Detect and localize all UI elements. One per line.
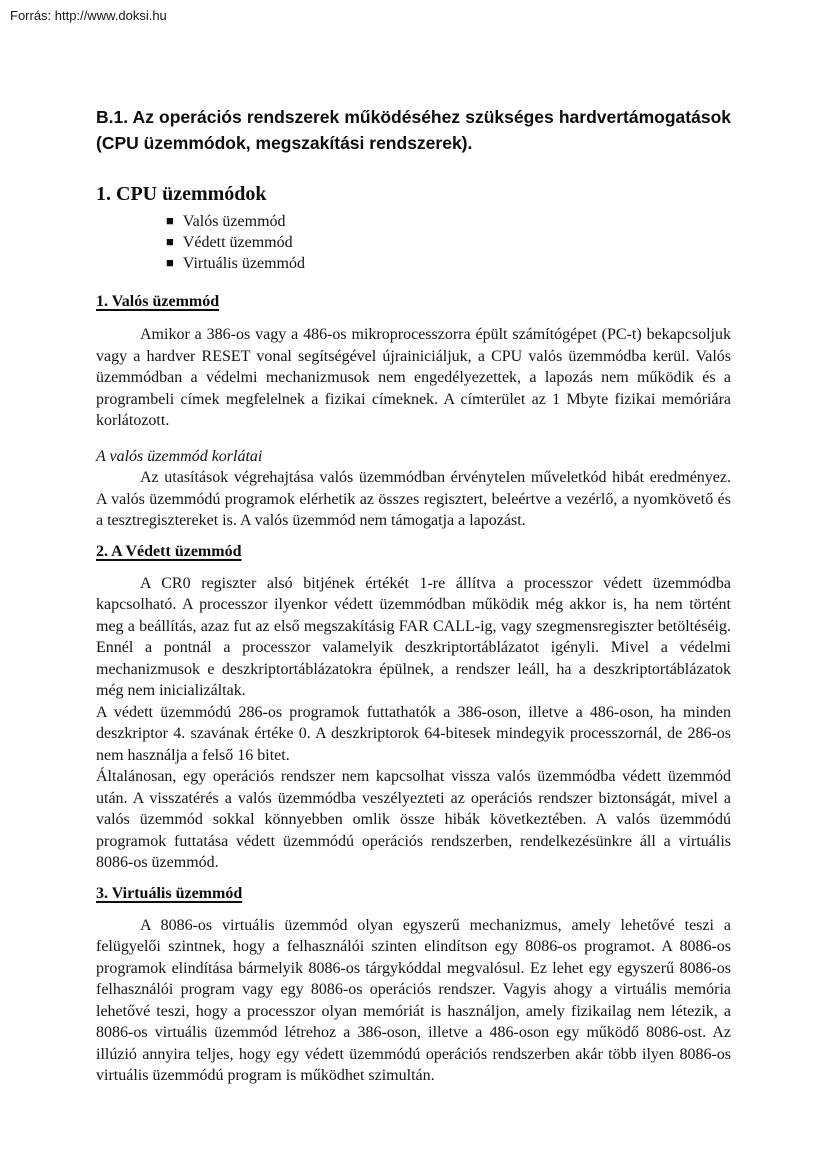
subheading-real-mode-limits: A valós üzemmód korlátai bbox=[96, 447, 263, 465]
list-item-label: Virtuális üzemmód bbox=[182, 255, 305, 272]
paragraph-virtual-mode: A 8086-os virtuális üzemmód olyan egyszerű mechanizmus, amely lehetővé teszi a felügyelői szintnek, hogy a felhasználói szinten elindítson egy 8086-os programot. A 8086-os programok elindítása bármelyik 8086-os tárgykóddal megvalósul. Ez lehet egy egyszerű 8086-os felhasználói program vagy egy 8086-os operációs rendszer. Vagyis ahogy a virtuális memória lehetővé teszi, hogy a processzor olyan memóriát is használjon, amely fizikailag nem létezik, a 8086-os virtuális üzemmód létrehoz a 386-oson, illetve a 486-oson egy működő 8086-ost. Az illúzió annyira teljes, hogy egy védett üzemmódú operációs rendszerben akár több ilyen 8086-os virtuális üzemmódú program is működhet szimultán. bbox=[96, 916, 731, 1084]
paragraph-protected-mode-return: Általánosan, egy operációs rendszer nem kapcsolhat vissza valós üzemmódba védett üzemmód után. A visszatérés a valós üzemmódba veszélyezteti az operációs rendszer biztonságát, mivel a valós üzemmód sokkal könnyebben omlik össze hibák következtében. A valós üzemmódú programok futtatása védett üzemmódú operációs rendszerben, rendelkezésünkre áll a virtuális 8086-os üzemmód. bbox=[96, 768, 731, 871]
list-item bbox=[96, 253, 731, 274]
paragraph-real-mode-intro: Amikor a 386-os vagy a 486-os mikroprocesszorra épült számítógépet (PC-t) bekapcsoljuk vagy a hardver RESET vonal segítségével újrainiciáljuk, a CPU valós üzemmódba kerül. Valós üzemmódban a védelmi mechanizmusok nem engedélyezettek, a lapozás nem működik és a programbeli címek megfelelnek a fizikai címeknek. A címterület az 1 Mbyte fizikai memóriára korlátozott. bbox=[96, 326, 731, 429]
list-item-label: Valós üzemmód bbox=[182, 213, 286, 230]
source-url-note: Forrás: http://www.doksi.hu bbox=[10, 8, 167, 23]
document-title: B.1. Az operációs rendszerek működéséhez szükséges hardvertámogatások (CPU üzemmódok, megszakítási rendszerek). bbox=[96, 107, 731, 153]
subsection-heading-real-mode: 1. Valós üzemmód bbox=[96, 293, 220, 310]
bullet-square-icon: ■ bbox=[166, 234, 174, 249]
paragraph-protected-mode-cr0: A CR0 regiszter alsó bitjének értékét 1-re állítva a processzor védett üzemmódba kapcsolható. A processzor ilyenkor védett üzemmódban működik még akkor is, ha nem történt meg a beállítás, azaz fut az első megszakításig FAR CALL-ig, vagy szegmensregiszter betöltéséig. Ennél a pontnál a processzor valamelyik deszkriptortáblázatot igényli. Mivel a védelmi mechanizmusok e deszkriptortáblázatokra épülnek, a rendszer leáll, ha a deszkriptortáblázatok még nem inicializáltak. bbox=[96, 574, 731, 699]
bullet-square-icon: ■ bbox=[166, 213, 174, 228]
subsection-heading-protected-mode: 2. A Védett üzemmód bbox=[96, 542, 242, 560]
paragraph-real-mode-limits: Az utasítások végrehajtása valós üzemmódban érvénytelen műveletkód hibát eredményez. A valós üzemmódú programok elérhetik az összes regisztert, beleértve a vezérlő, a nyomkövető és a tesztregisztereket is. A valós üzemmód nem támogatja a lapozást. bbox=[96, 469, 731, 529]
list-item bbox=[96, 232, 731, 253]
bullet-square-icon: ■ bbox=[166, 255, 174, 270]
document-content bbox=[96, 0, 731, 1087]
cpu-mode-list bbox=[96, 211, 731, 274]
subsection-heading-virtual-mode: 3. Virtuális üzemmód bbox=[96, 884, 243, 902]
section-heading-cpu-modes: 1. CPU üzemmódok bbox=[96, 183, 267, 205]
list-item-label: Védett üzemmód bbox=[182, 234, 293, 251]
list-item bbox=[96, 211, 731, 232]
paragraph-protected-mode-286: A védett üzemmódú 286-os programok futtathatók a 386-oson, illetve a 486-oson, ha minden deszkriptor 4. szavának értéke 0. A deszkriptorok 64-bitesek mindegyik processzornál, de 286-os nem használja a felső 16 bitet. bbox=[96, 703, 731, 764]
